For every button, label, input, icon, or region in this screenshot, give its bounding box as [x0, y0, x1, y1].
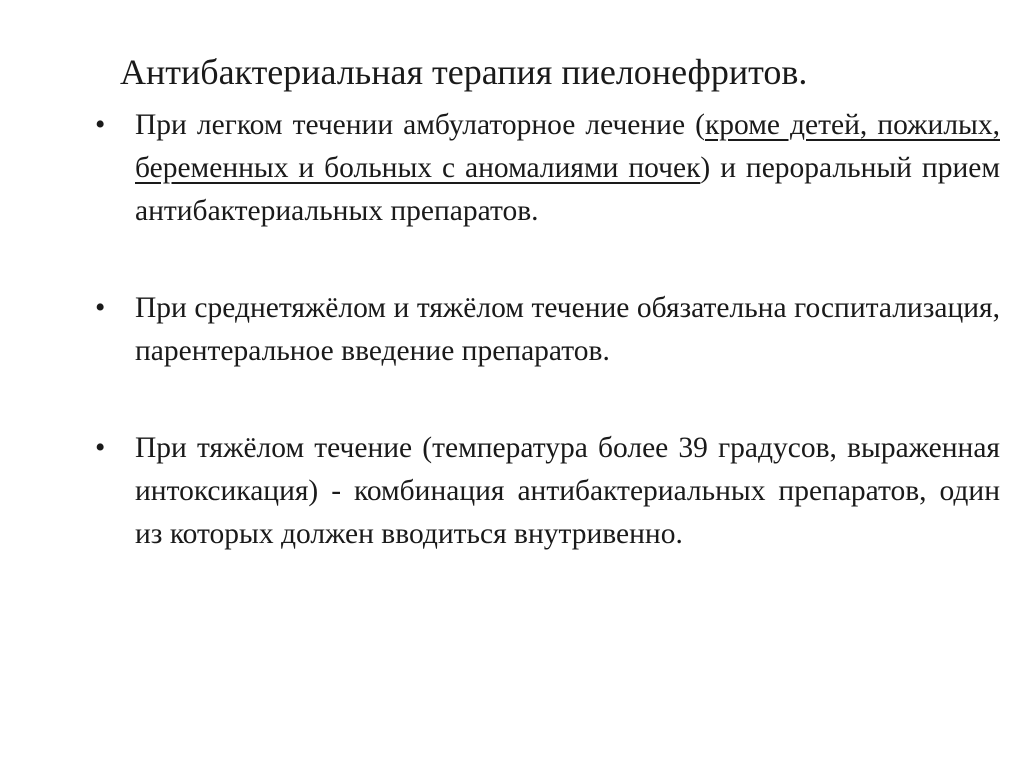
bullet-list	[95, 104, 1000, 556]
bullet-item-hospitalization	[95, 287, 1000, 373]
bullet-icon: •	[95, 109, 106, 141]
bullet-item-severe	[95, 427, 1000, 556]
bullet-text: При тяжёлом течение (температура более 39 градусов, выраженная интоксикация) - комбинация антибактериальных препаратов, один из которых должен вводиться внутривенно.	[135, 432, 1000, 550]
bullet-icon: •	[95, 292, 106, 324]
bullet-underlined-text: кроме детей, пожилых, беременных и больных с аномалиями почек	[135, 109, 1000, 184]
bullet-icon: •	[95, 432, 106, 464]
slide-title: Антибактериальная терапия пиелонефритов.	[120, 52, 808, 92]
bullet-text: При среднетяжёлом и тяжёлом течение обязательна госпитализация, парентеральное введение препаратов.	[135, 292, 1000, 367]
bullet-text-end: ) и пероральный прием антибактериальных препаратов.	[135, 152, 1001, 227]
bullet-text: При легком течении амбулаторное лечение (	[135, 109, 705, 141]
bullet-item-outpatient	[95, 104, 1000, 233]
